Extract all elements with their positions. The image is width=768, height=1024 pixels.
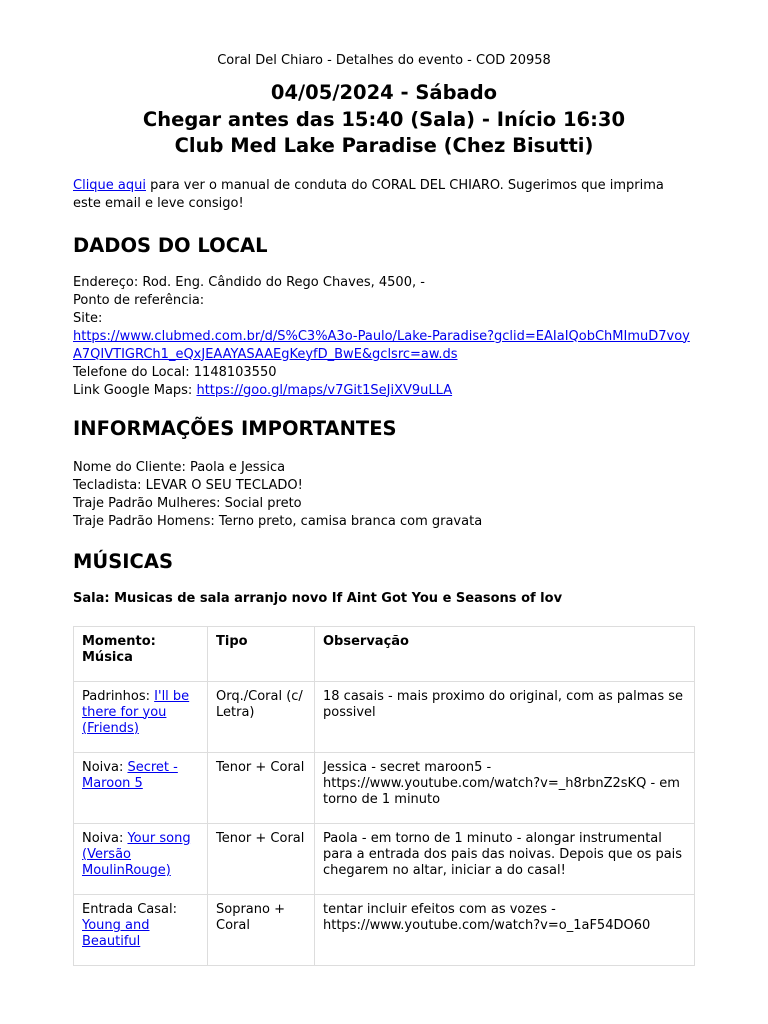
song-link[interactable]: I'll be there for you (Friends) bbox=[82, 688, 190, 736]
men-attire-line: Traje Padrão Homens: Terno preto, camisa branca com gravata bbox=[73, 513, 483, 529]
observation-cell: 18 casais - mais proximo do original, com as palmas se possivel bbox=[315, 681, 695, 752]
info-details bbox=[73, 459, 695, 531]
song-link[interactable]: Young and Beautiful bbox=[82, 917, 150, 949]
intro-text: para ver o manual de conduta do CORAL DEL CHIARO. Sugerimos que imprima este email e leve consigo! bbox=[73, 177, 664, 211]
music-table bbox=[73, 626, 695, 966]
sala-music-note: Sala: Musicas de sala arranjo novo If Aint Got You e Seasons of lov bbox=[73, 590, 563, 606]
song-link[interactable]: Secret - Maroon 5 bbox=[82, 759, 178, 791]
moment-cell bbox=[74, 752, 208, 823]
section-heading-local: DADOS DO LOCAL bbox=[73, 233, 268, 257]
observation-cell: Jessica - secret maroon5 - https://www.youtube.com/watch?v=_h8rbnZ2sKQ - em torno de 1 minuto bbox=[315, 752, 695, 823]
table-row bbox=[74, 823, 695, 894]
women-attire-line: Traje Padrão Mulheres: Social preto bbox=[73, 495, 302, 511]
moment-label: Padrinhos: bbox=[82, 688, 155, 704]
site-label: Site: bbox=[73, 310, 103, 326]
table-row bbox=[74, 894, 695, 965]
moment-cell bbox=[74, 681, 208, 752]
reference-line: Ponto de referência: bbox=[73, 292, 205, 308]
phone-line: Telefone do Local: 1148103550 bbox=[73, 364, 277, 380]
site-link[interactable]: https://www.clubmed.com.br/d/S%C3%A3o-Paulo/Lake-Paradise?gclid=EAIaIQobChMImuD7voyA7QIVTIGRCh1_eQxJEAAYASAAEgKeyfD_BwE&gclsrc=aw.ds bbox=[73, 328, 690, 362]
type-cell: Soprano + Coral bbox=[208, 894, 315, 965]
maps-line bbox=[73, 382, 695, 400]
observation-cell: Paola - em torno de 1 minuto - alongar instrumental para a entrada dos pais das noivas. Depois que os pais chegarem no altar, iniciar a do casal! bbox=[315, 823, 695, 894]
event-arrival-time: Chegar antes das 15:40 (Sala) - Início 16:30 bbox=[142, 107, 626, 131]
event-code-line: Coral Del Chiaro - Detalhes do evento - COD 20958 bbox=[217, 53, 551, 68]
table-row bbox=[74, 752, 695, 823]
keyboard-line: Tecladista: LEVAR O SEU TECLADO! bbox=[73, 477, 303, 493]
column-header-moment: Momento: Música bbox=[74, 626, 208, 681]
conduct-manual-link[interactable]: Clique aqui bbox=[73, 177, 146, 193]
moment-cell bbox=[74, 894, 208, 965]
google-maps-link[interactable]: https://goo.gl/maps/v7Git1SeJiXV9uLLA bbox=[196, 382, 453, 398]
moment-label: Noiva: bbox=[82, 830, 128, 846]
local-details bbox=[73, 274, 695, 400]
observation-cell: tentar incluir efeitos com as vozes - https://www.youtube.com/watch?v=o_1aF54DO60 bbox=[315, 894, 695, 965]
type-cell: Tenor + Coral bbox=[208, 823, 315, 894]
address-line: Endereço: Rod. Eng. Cândido do Rego Chaves, 4500, - bbox=[73, 274, 425, 290]
table-row bbox=[74, 681, 695, 752]
maps-label: Link Google Maps: bbox=[73, 382, 197, 398]
intro-paragraph bbox=[73, 177, 695, 213]
column-header-observation: Observação bbox=[315, 626, 695, 681]
client-line: Nome do Cliente: Paola e Jessica bbox=[73, 459, 286, 475]
type-cell: Tenor + Coral bbox=[208, 752, 315, 823]
table-header-row bbox=[74, 626, 695, 681]
song-link[interactable]: Your song (Versão MoulinRouge) bbox=[82, 830, 191, 878]
section-heading-musicas: MÚSICAS bbox=[73, 549, 173, 573]
type-cell: Orq./Coral (c/ Letra) bbox=[208, 681, 315, 752]
moment-label: Entrada Casal: bbox=[82, 901, 177, 917]
moment-cell bbox=[74, 823, 208, 894]
section-heading-info: INFORMAÇÕES IMPORTANTES bbox=[73, 416, 397, 440]
event-venue: Club Med Lake Paradise (Chez Bisutti) bbox=[174, 134, 594, 157]
moment-label: Noiva: bbox=[82, 759, 128, 775]
event-date: 04/05/2024 - Sábado bbox=[270, 81, 498, 104]
column-header-type: Tipo bbox=[208, 626, 315, 681]
event-header bbox=[73, 80, 695, 160]
